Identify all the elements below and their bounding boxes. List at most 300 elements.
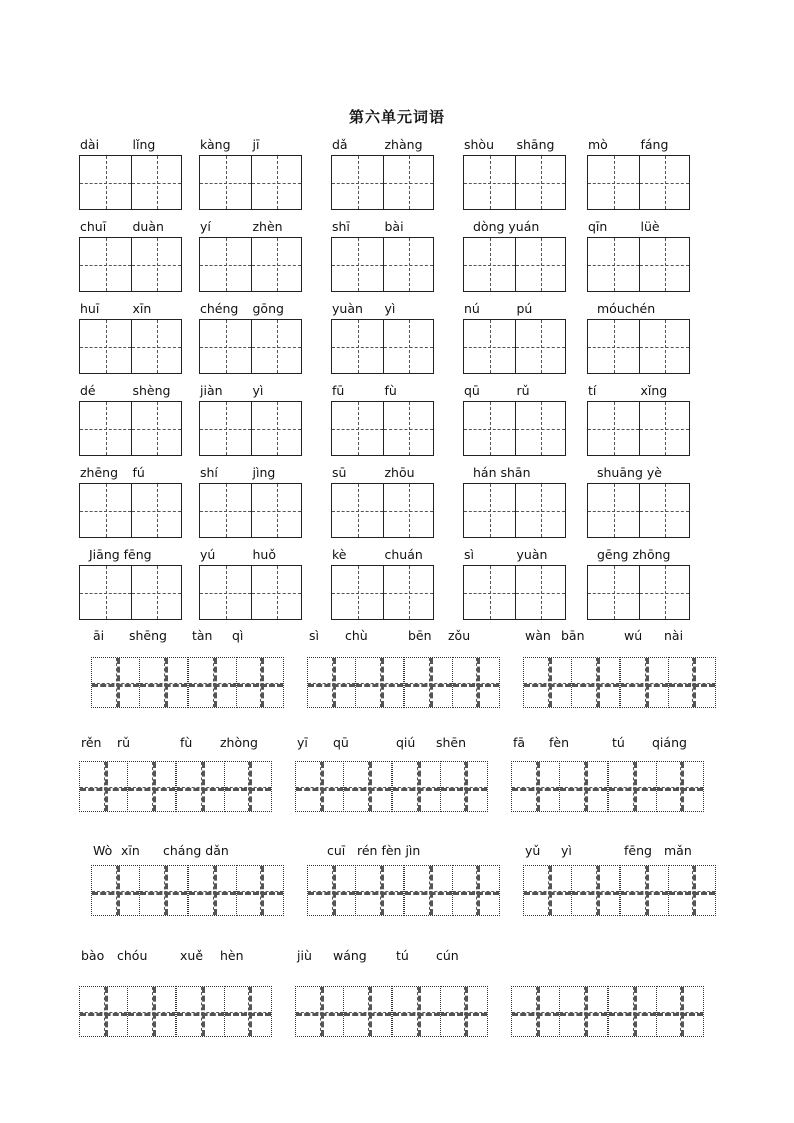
writing-cell <box>307 657 356 708</box>
writing-cell <box>383 565 434 620</box>
pinyin-label: yí <box>200 219 211 234</box>
pinyin-label: wàn <box>525 628 551 643</box>
cell-guide-horizontal <box>252 183 301 184</box>
cell-guide-horizontal <box>588 347 639 348</box>
two-char-write-box <box>587 483 690 538</box>
writing-cell <box>404 657 453 708</box>
writing-cell <box>236 865 284 916</box>
cell-guide-horizontal <box>200 347 251 348</box>
pinyin-label: xǐng <box>640 383 668 398</box>
writing-cell <box>91 865 140 916</box>
cell-guide-horizontal <box>572 891 619 895</box>
two-char-write-box <box>199 319 302 374</box>
pinyin-label: yǔ <box>525 843 541 858</box>
cell-guide-horizontal <box>132 511 181 512</box>
writing-cell <box>295 761 344 812</box>
cell-guide-horizontal <box>189 891 236 895</box>
pinyin-label: xuě <box>180 948 204 963</box>
two-char-write-box <box>463 483 566 538</box>
cell-guide-horizontal <box>80 593 131 594</box>
pinyin-label: zhēng <box>80 465 119 480</box>
cell-guide-horizontal <box>640 511 689 512</box>
writing-cell <box>463 483 516 538</box>
idiom-write-box <box>511 986 704 1037</box>
writing-cell <box>383 237 434 292</box>
writing-cell <box>251 237 302 292</box>
cell-guide-horizontal <box>453 683 499 687</box>
pinyin-label: chéng <box>200 301 239 316</box>
writing-cell <box>463 237 516 292</box>
writing-cell <box>463 155 516 210</box>
cell-guide-horizontal <box>588 593 639 594</box>
two-char-write-box <box>79 565 182 620</box>
two-char-write-box <box>463 155 566 210</box>
pinyin-label: gēng zhōng <box>597 547 671 562</box>
cell-guide-horizontal <box>332 183 383 184</box>
writing-cell <box>463 401 516 456</box>
pinyin-label: qīn <box>588 219 608 234</box>
cell-guide-horizontal <box>640 265 689 266</box>
pinyin-label: fū <box>332 383 345 398</box>
cell-guide-horizontal <box>464 593 515 594</box>
writing-cell <box>463 565 516 620</box>
writing-cell <box>571 657 620 708</box>
writing-cell <box>668 865 716 916</box>
cell-guide-horizontal <box>384 511 433 512</box>
cell-guide-horizontal <box>464 265 515 266</box>
writing-cell <box>392 761 441 812</box>
pinyin-label: zǒu <box>448 628 471 643</box>
two-char-write-box <box>587 319 690 374</box>
pinyin-label: qì <box>232 628 244 643</box>
two-char-write-box <box>199 483 302 538</box>
writing-cell <box>79 155 132 210</box>
pinyin-label: fā <box>513 735 526 750</box>
pinyin-label: tàn <box>192 628 213 643</box>
pinyin-label: nú <box>464 301 480 316</box>
pinyin-label: jiàn <box>200 383 223 398</box>
cell-guide-horizontal <box>128 1012 175 1016</box>
pinyin-label: yì <box>252 383 264 398</box>
cell-guide-horizontal <box>393 787 440 791</box>
pinyin-label: shèng <box>132 383 171 398</box>
cell-guide-horizontal <box>308 891 355 895</box>
writing-cell <box>188 865 237 916</box>
cell-guide-horizontal <box>441 1012 487 1016</box>
writing-cell <box>79 237 132 292</box>
writing-cell <box>251 483 302 538</box>
cell-guide-horizontal <box>344 1012 391 1016</box>
writing-cell <box>188 657 237 708</box>
cell-guide-horizontal <box>252 511 301 512</box>
cell-guide-horizontal <box>524 683 571 687</box>
writing-cell <box>131 565 182 620</box>
cell-guide-horizontal <box>516 511 565 512</box>
writing-cell <box>383 319 434 374</box>
two-char-write-box <box>463 565 566 620</box>
writing-cell <box>587 565 640 620</box>
pinyin-label: cuī <box>327 843 346 858</box>
pinyin-label: sì <box>464 547 474 562</box>
writing-cell <box>639 565 690 620</box>
cell-guide-horizontal <box>344 787 391 791</box>
pinyin-label: yú <box>200 547 216 562</box>
writing-cell <box>79 565 132 620</box>
pinyin-label: huī <box>80 301 100 316</box>
cell-guide-horizontal <box>132 183 181 184</box>
writing-cell <box>131 237 182 292</box>
pinyin-label: xīn <box>121 843 140 858</box>
cell-guide-horizontal <box>512 787 559 791</box>
pinyin-label: pú <box>516 301 533 316</box>
cell-guide-horizontal <box>516 593 565 594</box>
writing-cell <box>139 865 188 916</box>
pinyin-label: yì <box>384 301 396 316</box>
cell-guide-horizontal <box>356 891 403 895</box>
cell-guide-horizontal <box>332 429 383 430</box>
cell-guide-horizontal <box>177 787 224 791</box>
cell-guide-horizontal <box>132 429 181 430</box>
cell-guide-horizontal <box>252 593 301 594</box>
two-char-write-box <box>331 483 434 538</box>
pinyin-label: xīn <box>132 301 152 316</box>
two-char-write-box <box>79 237 182 292</box>
pinyin-label: āi <box>93 628 105 643</box>
writing-cell <box>91 657 140 708</box>
two-char-write-box <box>79 401 182 456</box>
writing-cell <box>639 483 690 538</box>
writing-cell <box>639 401 690 456</box>
writing-cell <box>392 986 441 1037</box>
idiom-write-box <box>79 986 272 1037</box>
cell-guide-horizontal <box>308 683 355 687</box>
cell-guide-horizontal <box>252 265 301 266</box>
writing-cell <box>515 155 566 210</box>
cell-guide-horizontal <box>140 891 187 895</box>
cell-guide-horizontal <box>609 787 656 791</box>
cell-guide-horizontal <box>80 347 131 348</box>
cell-guide-horizontal <box>225 1012 271 1016</box>
pinyin-label: shēn <box>436 735 467 750</box>
writing-cell <box>452 865 500 916</box>
pinyin-label: zhèn <box>252 219 283 234</box>
writing-cell <box>331 319 384 374</box>
pinyin-label: zhòng <box>220 735 258 750</box>
cell-guide-horizontal <box>200 265 251 266</box>
two-char-write-box <box>587 565 690 620</box>
pinyin-label: fēng <box>624 843 652 858</box>
two-char-write-box <box>79 483 182 538</box>
cell-guide-horizontal <box>588 183 639 184</box>
cell-guide-horizontal <box>80 1012 127 1016</box>
cell-guide-horizontal <box>80 429 131 430</box>
writing-cell <box>511 761 560 812</box>
writing-cell <box>331 565 384 620</box>
pinyin-label: yì <box>561 843 572 858</box>
cell-guide-horizontal <box>588 265 639 266</box>
two-char-write-box <box>79 155 182 210</box>
cell-guide-horizontal <box>332 265 383 266</box>
pinyin-label: hèn <box>220 948 244 963</box>
pinyin-label: gōng <box>252 301 284 316</box>
cell-guide-horizontal <box>464 511 515 512</box>
pinyin-label: chuī <box>80 219 107 234</box>
cell-guide-horizontal <box>252 429 301 430</box>
idiom-write-box <box>295 986 488 1037</box>
writing-cell <box>523 657 572 708</box>
writing-cell <box>343 986 392 1037</box>
cell-guide-horizontal <box>669 891 715 895</box>
pinyin-label: dǎ <box>332 137 348 152</box>
two-char-write-box <box>331 565 434 620</box>
writing-cell <box>587 401 640 456</box>
writing-cell <box>79 483 132 538</box>
cell-guide-horizontal <box>189 683 236 687</box>
cell-guide-horizontal <box>200 429 251 430</box>
cell-guide-horizontal <box>80 183 131 184</box>
cell-guide-horizontal <box>384 347 433 348</box>
cell-guide-horizontal <box>356 683 403 687</box>
cell-guide-horizontal <box>384 593 433 594</box>
cell-guide-horizontal <box>621 891 668 895</box>
pinyin-label: tí <box>588 383 597 398</box>
writing-cell <box>127 761 176 812</box>
writing-cell <box>383 483 434 538</box>
writing-cell <box>251 319 302 374</box>
writing-cell <box>620 865 669 916</box>
writing-cell <box>656 986 704 1037</box>
cell-guide-horizontal <box>453 891 499 895</box>
pinyin-label: wú <box>624 628 643 643</box>
pinyin-label: mò <box>588 137 608 152</box>
cell-guide-horizontal <box>588 511 639 512</box>
writing-cell <box>307 865 356 916</box>
two-char-write-box <box>587 155 690 210</box>
writing-cell <box>236 657 284 708</box>
cell-guide-horizontal <box>132 593 181 594</box>
writing-cell <box>127 986 176 1037</box>
cell-guide-horizontal <box>512 1012 559 1016</box>
cell-guide-horizontal <box>405 683 452 687</box>
writing-cell <box>331 155 384 210</box>
pinyin-label: bài <box>384 219 404 234</box>
cell-guide-horizontal <box>464 347 515 348</box>
cell-guide-horizontal <box>200 183 251 184</box>
writing-cell <box>251 401 302 456</box>
idiom-write-box <box>523 657 716 708</box>
cell-guide-horizontal <box>92 891 139 895</box>
writing-cell <box>331 401 384 456</box>
cell-guide-horizontal <box>621 683 668 687</box>
cell-guide-horizontal <box>140 683 187 687</box>
two-char-write-box <box>587 401 690 456</box>
cell-guide-horizontal <box>200 511 251 512</box>
two-char-write-box <box>463 401 566 456</box>
cell-guide-horizontal <box>384 265 433 266</box>
cell-guide-horizontal <box>132 265 181 266</box>
two-char-write-box <box>79 319 182 374</box>
pinyin-label: shí <box>200 465 218 480</box>
page-title: 第六单元词语 <box>348 108 445 126</box>
writing-cell <box>515 483 566 538</box>
pinyin-label: dé <box>80 383 96 398</box>
cell-guide-horizontal <box>384 429 433 430</box>
writing-cell <box>131 401 182 456</box>
pinyin-label: yuàn <box>516 547 548 562</box>
writing-cell <box>587 319 640 374</box>
writing-cell <box>176 761 225 812</box>
writing-cell <box>224 986 272 1037</box>
writing-cell <box>639 319 690 374</box>
two-char-write-box <box>331 155 434 210</box>
pinyin-label: bēn <box>408 628 432 643</box>
cell-guide-horizontal <box>464 429 515 430</box>
cell-guide-horizontal <box>640 593 689 594</box>
idiom-write-box <box>295 761 488 812</box>
writing-cell <box>199 401 252 456</box>
pinyin-label: rén fèn jìn <box>357 843 421 858</box>
cell-guide-horizontal <box>588 429 639 430</box>
writing-cell <box>199 319 252 374</box>
cell-guide-horizontal <box>393 1012 440 1016</box>
cell-guide-horizontal <box>332 511 383 512</box>
writing-cell <box>199 483 252 538</box>
writing-cell <box>295 986 344 1037</box>
cell-guide-horizontal <box>609 1012 656 1016</box>
cell-guide-horizontal <box>640 183 689 184</box>
writing-cell <box>559 761 608 812</box>
cell-guide-horizontal <box>516 429 565 430</box>
cell-guide-horizontal <box>560 1012 607 1016</box>
two-char-write-box <box>331 237 434 292</box>
writing-cell <box>383 155 434 210</box>
pinyin-label: dài <box>80 137 100 152</box>
writing-cell <box>131 319 182 374</box>
pinyin-label: fù <box>384 383 397 398</box>
pinyin-label: yuàn <box>332 301 363 316</box>
cell-guide-horizontal <box>128 787 175 791</box>
writing-cell <box>79 401 132 456</box>
writing-cell <box>404 865 453 916</box>
idiom-write-box <box>91 657 284 708</box>
idiom-write-box <box>523 865 716 916</box>
two-char-write-box <box>331 401 434 456</box>
writing-cell <box>515 401 566 456</box>
pinyin-label: Wò <box>93 843 113 858</box>
writing-cell <box>79 319 132 374</box>
pinyin-label: shòu <box>464 137 495 152</box>
pinyin-label: tú <box>396 948 409 963</box>
writing-cell <box>343 761 392 812</box>
writing-cell <box>176 986 225 1037</box>
pinyin-label: jī <box>252 137 260 152</box>
writing-cell <box>355 657 404 708</box>
pinyin-label: zhàng <box>384 137 423 152</box>
writing-cell <box>251 155 302 210</box>
pinyin-label: fáng <box>640 137 669 152</box>
writing-cell <box>668 657 716 708</box>
idiom-write-box <box>307 657 500 708</box>
idiom-write-box <box>307 865 500 916</box>
writing-cell <box>224 761 272 812</box>
cell-guide-horizontal <box>524 891 571 895</box>
cell-guide-horizontal <box>80 265 131 266</box>
writing-cell <box>559 986 608 1037</box>
pinyin-label: rǔ <box>516 383 530 398</box>
writing-cell <box>199 237 252 292</box>
two-char-write-box <box>199 565 302 620</box>
two-char-write-box <box>587 237 690 292</box>
idiom-write-box <box>79 761 272 812</box>
cell-guide-horizontal <box>92 683 139 687</box>
pinyin-label: shēng <box>129 628 167 643</box>
pinyin-label: rěn <box>81 735 102 750</box>
pinyin-label: qū <box>333 735 349 750</box>
pinyin-label: sì <box>309 628 319 643</box>
cell-guide-horizontal <box>441 787 487 791</box>
pinyin-label: jìng <box>252 465 276 480</box>
cell-guide-horizontal <box>225 787 271 791</box>
cell-guide-horizontal <box>384 183 433 184</box>
cell-guide-horizontal <box>237 891 283 895</box>
pinyin-label: bào <box>81 948 105 963</box>
writing-cell <box>620 657 669 708</box>
cell-guide-horizontal <box>237 683 283 687</box>
cell-guide-horizontal <box>80 511 131 512</box>
pinyin-label: zhōu <box>384 465 415 480</box>
pinyin-label: jiù <box>297 948 312 963</box>
writing-cell <box>608 761 657 812</box>
two-char-write-box <box>199 237 302 292</box>
pinyin-label: dòng yuán <box>473 219 540 234</box>
cell-guide-horizontal <box>572 683 619 687</box>
writing-cell <box>587 237 640 292</box>
writing-cell <box>131 483 182 538</box>
writing-cell <box>639 155 690 210</box>
writing-cell <box>79 986 128 1037</box>
writing-cell <box>656 761 704 812</box>
cell-guide-horizontal <box>640 347 689 348</box>
cell-guide-horizontal <box>640 429 689 430</box>
pinyin-label: nài <box>664 628 684 643</box>
cell-guide-horizontal <box>464 183 515 184</box>
writing-cell <box>139 657 188 708</box>
writing-cell <box>383 401 434 456</box>
pinyin-label: qiáng <box>652 735 687 750</box>
cell-guide-horizontal <box>80 787 127 791</box>
pinyin-label: shuāng yè <box>597 465 662 480</box>
pinyin-label: qū <box>464 383 480 398</box>
cell-guide-horizontal <box>296 1012 343 1016</box>
cell-guide-horizontal <box>132 347 181 348</box>
cell-guide-horizontal <box>516 347 565 348</box>
pinyin-label: lüè <box>640 219 660 234</box>
idiom-write-box <box>91 865 284 916</box>
two-char-write-box <box>463 237 566 292</box>
pinyin-label: fù <box>180 735 193 750</box>
cell-guide-horizontal <box>657 1012 703 1016</box>
writing-cell <box>79 761 128 812</box>
pinyin-label: cháng dǎn <box>163 843 229 858</box>
pinyin-label: tú <box>612 735 625 750</box>
pinyin-label: cún <box>436 948 459 963</box>
pinyin-label: kàng <box>200 137 231 152</box>
pinyin-label: chù <box>345 628 368 643</box>
pinyin-label: bān <box>561 628 585 643</box>
writing-cell <box>515 237 566 292</box>
pinyin-label: kè <box>332 547 347 562</box>
writing-cell <box>331 237 384 292</box>
